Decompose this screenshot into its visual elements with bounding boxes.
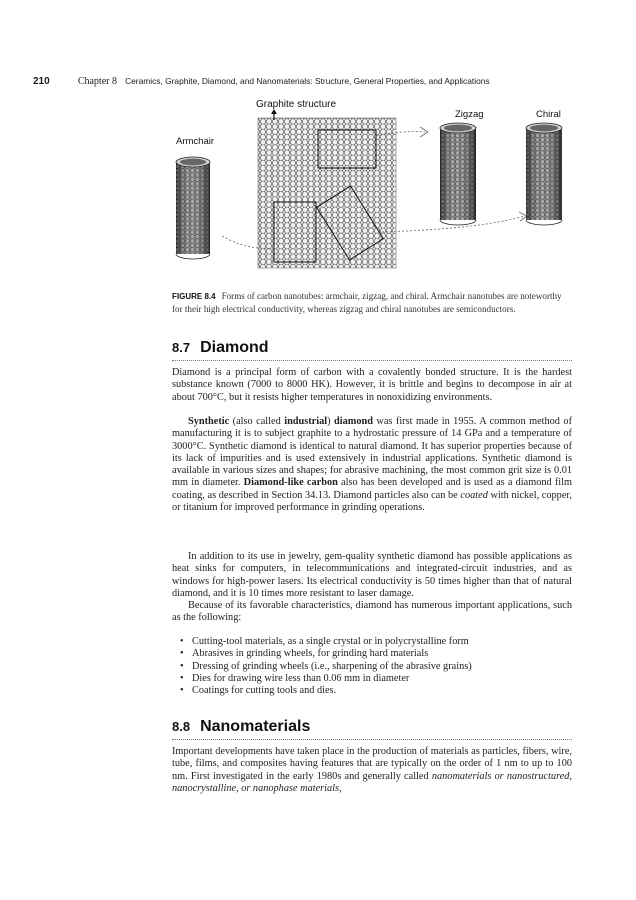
running-head [33, 76, 613, 90]
list-item: • Coatings for cutting tools and dies. [180, 685, 570, 697]
text-run: was first made in 1955. A common method of manufacturing it is to subject graphite to a hydrostatic pressure of 14 GPa and a temperature of 3000°C. Synthetic diamond is identical to natural diamond. It has superior properties because of its lack of impurities and is used extensively in industrial applications. Synthetic diamond is available in various sizes and shapes; for abrasive machining, the most common grit size is 0.01 mm in diameter. [172, 416, 572, 489]
section-rule [172, 360, 572, 361]
emphasis-coated: coated [460, 489, 488, 501]
zigzag-label: Zigzag [455, 109, 484, 120]
emphasis-nanomaterials: nanomaterials or nanostructured, nanocrystalline, or nanophase materials, [172, 770, 572, 794]
nanotube-illustration [170, 98, 570, 284]
armchair-tube [176, 157, 210, 259]
text-run: Important developments have taken place in the production of materials as particles, fibers, wire, tube, films, and composites having features that are typically on the order of 1 nm to up to 100 nm. First investigated in the early 1980s and generally called [172, 746, 572, 782]
text-run: (also called [229, 416, 285, 427]
section-heading-diamond [172, 339, 572, 357]
text-run: also has been developed and is used as a diamond film coating, as described in Section 34.13. Diamond particles also can be [172, 477, 572, 501]
section-number: 8.8 [172, 719, 191, 734]
term-diamond-like-carbon: Diamond-like carbon [243, 477, 338, 489]
list-item: • Cutting-tool materials, as a single crystal or in polycrystalline form [180, 636, 570, 648]
page-number: 210 [33, 76, 50, 87]
list-item: • Dressing of grinding wheels (i.e., sharpening of the abrasive grains) [180, 661, 570, 673]
diamond-paragraph-2 [172, 416, 572, 514]
diamond-paragraph-1: Diamond is a principal form of carbon with a covalently bonded structure. It is the hardest substance known (7000 to 8000 HK). However, it is brittle and begins to decompose in air at about 700°C, but it resists higher temperatures in nonoxidizing environments. [172, 367, 572, 403]
list-item: • Dies for drawing wire less than 0.06 mm in diameter [180, 673, 570, 685]
diamond-paragraph-4: Because of its favorable characteristics, diamond has numerous important applications, such as the following: [172, 600, 572, 624]
applications-list [180, 636, 570, 697]
section-number: 8.7 [172, 340, 191, 355]
term-diamond: diamond [334, 416, 373, 427]
running-title: Ceramics, Graphite, Diamond, and Nanomaterials: Structure, General Properties, and Applications [125, 76, 490, 86]
text-run: ) [327, 416, 335, 427]
chiral-tube [526, 123, 562, 225]
list-item: • Abrasives in grinding wheels, for grinding hard materials [180, 648, 570, 660]
text-run: with nickel, copper, or titanium for improved performance in grinding operations. [172, 489, 572, 514]
section-heading-nanomaterials [172, 718, 572, 736]
figure-caption-label: FIGURE 8.4 [172, 292, 216, 301]
term-industrial: industrial [284, 416, 328, 427]
term-synthetic: Synthetic [188, 416, 230, 427]
chiral-arrow-head [519, 212, 527, 221]
zigzag-tube [440, 123, 476, 225]
section-title: Nanomaterials [200, 718, 311, 735]
armchair-label: Armchair [176, 136, 215, 147]
nanomaterials-paragraph-1 [172, 746, 572, 795]
section-title: Diamond [200, 339, 269, 356]
figure-caption [172, 290, 572, 316]
figure-caption-text: Forms of carbon nanotubes: armchair, zigzag, and chiral. Armchair nanotubes are noteworthy for their high electrical conductivity, whereas zigzag and chiral nanotubes are semiconductors. [172, 291, 562, 315]
graphite-structure-label: Graphite structure [256, 99, 337, 110]
chapter-label: Chapter 8 [77, 76, 117, 87]
chiral-label: Chiral [536, 109, 561, 120]
section-rule [172, 739, 572, 740]
diamond-paragraph-3: In addition to its use in jewelry, gem-quality synthetic diamond has possible applications as heat sinks for computers, in telecommunications and integrated-circuit industries, and as windows for high-power lasers. Its electrical conductivity is 50 times higher than that of natural diamond, and it is 10 times more resistant to laser damage. [172, 551, 572, 599]
figure-nanotubes [170, 98, 570, 284]
graphite-sheet [258, 118, 396, 268]
